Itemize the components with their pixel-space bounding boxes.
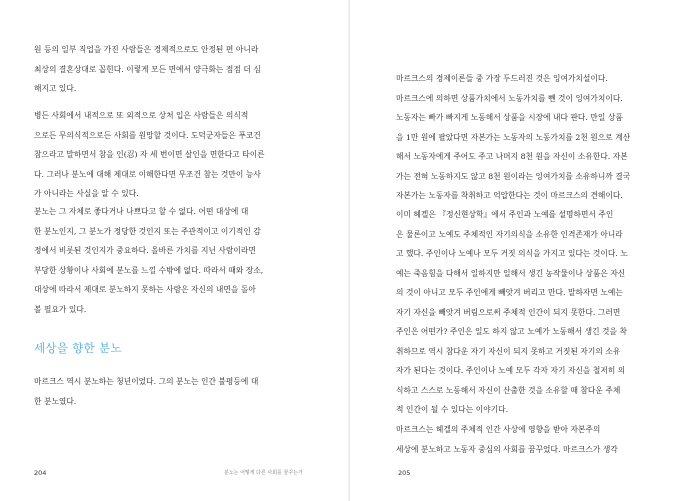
- text-line: 마르크스는 헤겔의 주체적 인간 사상에 영향을 받아 자본주의: [396, 425, 601, 434]
- text-line: 마르크스의 경제이론들 중 가장 두드러진 것은 잉여가치설이다.: [396, 74, 608, 83]
- text-line: 한 분노인지, 그 분노가 정당한 것인지 또는 주관적이고 이기적인 감: [34, 226, 261, 236]
- text-line: 참으라고 말하면서 참을 인(忍) 자 세 번이면 살인을 면한다고 타이른: [34, 150, 265, 159]
- text-line: 적 인간이 될 수 있다는 이야기다.: [396, 405, 509, 414]
- text-line: 자기 자신을 빼앗겨 버림으로써 주체적 인간이 되지 못한다. 그러면: [396, 307, 621, 317]
- text-line: 은 물론이고 노예도 주체적인 자기의식을 소유한 인격존재가 아니라: [396, 229, 623, 239]
- text-line: 을 1만 원에 팔았다면 자본가는 노동자의 노동가치를 2천 원으로 계산: [396, 132, 631, 142]
- left-paragraph-3: [34, 202, 314, 319]
- text-line: 가 아니라는 사실을 알 수 있다.: [34, 189, 139, 198]
- text-line: 자가 된다는 것이다. 주인이나 노예 모두 각자 자기 자신을 철저히 의: [396, 366, 626, 375]
- left-paragraph-4: [34, 372, 314, 411]
- text-line: 정에서 비롯된 것인지가 중요하다. 올바른 가치를 지닌 사람이라면: [34, 246, 256, 255]
- running-head: 분노는 어떻게 다른 사회를 꿈꾸는가: [224, 470, 303, 476]
- text-line: 부당한 상황이나 사회에 분노를 느낄 수밖에 없다. 따라서 때와 장소,: [34, 265, 264, 275]
- section-heading: 세상을 향한 분노: [34, 341, 122, 355]
- right-paragraph-3: [396, 420, 668, 459]
- right-paragraph-1: [396, 69, 668, 206]
- text-line: 원 등의 일부 직업을 가진 사람들은 경제적으로도 안정된 편 아니라: [34, 45, 259, 54]
- text-line: 분노는 그 자체로 좋다거나 나쁘다고 할 수 없다. 어떤 대상에 대: [34, 207, 249, 216]
- text-line: 노동자는 빠가 빠지게 노동해서 상품을 시장에 내다 판다. 만일 상품: [396, 113, 623, 122]
- text-line: 해지고 있다.: [34, 84, 77, 93]
- text-line: 고 했다. 주인이나 노예나 모두 거짓 의식을 가지고 있다는 것이다. 노: [396, 249, 628, 258]
- text-line: 으로든 무의식적으로든 사회를 원망할 것이다. 도덕군자들은 푸코건: [34, 130, 261, 140]
- page-number-left: 204: [34, 469, 47, 477]
- text-line: 병든 사회에서 내적으로 또 외적으로 상처 입은 사람들은 의식적: [34, 111, 249, 120]
- text-line: 의 것이 아니고 모두 주인에게 빼앗겨 버리고 만다. 말하자면 노예는: [396, 288, 623, 297]
- text-line: 다. 그러나 분노에 대해 제대로 이해한다면 무조건 참는 것만이 능사: [34, 169, 261, 179]
- page-number-right: 205: [398, 469, 411, 477]
- right-paragraph-2: [396, 205, 668, 420]
- text-line: 한 분노였다.: [34, 396, 77, 406]
- text-line: 세상에 분노하고 노동자 중심의 사회를 꿈꾸었다. 마르크스가 생각: [396, 444, 618, 454]
- text-line: 해서 노동자에게 주어도 주고 나머지 8천 원을 자신이 소유한다. 자본: [396, 152, 628, 161]
- text-line: 마르크스 역시 분노하는 청년이었다. 그의 분노는 인간 불평등에 대: [34, 377, 259, 386]
- text-line: 최상의 결혼상대로 꼽힌다. 이렇게 모든 면에서 양극화는 점점 더 심: [34, 64, 261, 74]
- text-line: 이미 헤겔은 『정신현상학』에서 주인과 노예를 설명하면서 주인: [396, 210, 614, 219]
- text-line: 마르크스에 의하면 상품가치에서 노동가치를 뺀 것이 잉여가치이다.: [396, 93, 623, 103]
- text-line: 가는 전혀 노동하지도 않고 8천 원이라는 잉여가치를 소유하니까 결국: [396, 171, 631, 181]
- text-line: 식하고 스스로 노동해서 자신이 산출한 것을 소유할 때 참다운 주체: [396, 385, 621, 395]
- text-line: 자본가는 노동자를 착취하고 억압한다는 것이 마르크스의 견해이다.: [396, 191, 623, 200]
- text-line: 대상에 따라서 제대로 분노하지 못하는 사람은 자신의 내면을 돌아: [34, 285, 256, 294]
- text-line: 취하므로 역시 참다운 자기 자신이 되지 못하고 거짓된 자기의 소유: [396, 346, 621, 356]
- text-line: 주인은 어떤가? 주인은 일도 하지 않고 노예가 노동해서 생긴 것을 착: [396, 327, 627, 336]
- left-paragraph-2: [34, 106, 314, 204]
- text-line: 예는 죽음힘을 다해서 일하지만 일해서 생긴 농작물이나 상품은 자신: [396, 268, 626, 278]
- left-paragraph-1: [34, 40, 314, 99]
- text-line: 볼 필요가 있다.: [34, 304, 87, 314]
